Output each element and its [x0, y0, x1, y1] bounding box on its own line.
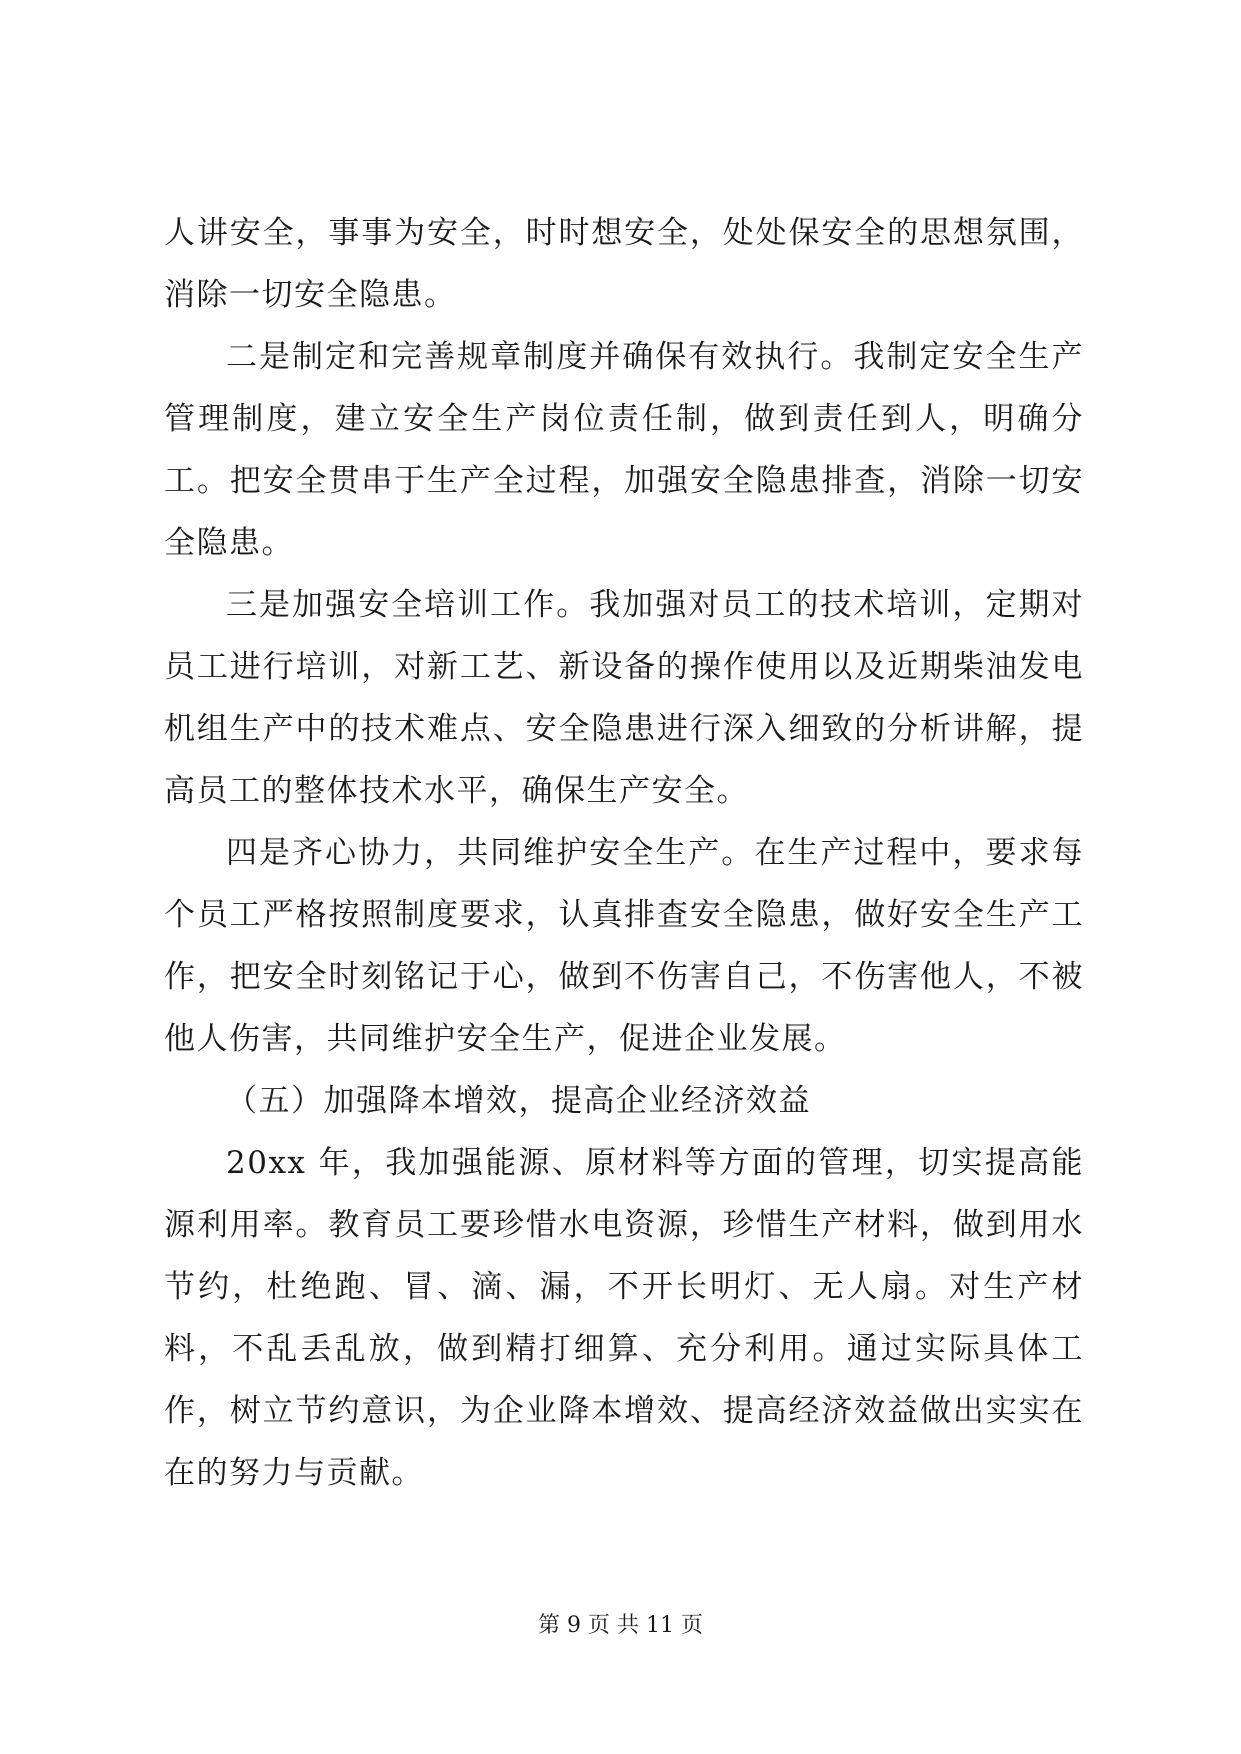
document-body	[164, 202, 1084, 1504]
section-heading: （五）加强降本增效，提高企业经济效益	[226, 1083, 811, 1119]
page-footer: 第 9 页 共 11 页	[538, 1613, 703, 1638]
paragraph-5: 20xx 年，我加强能源、原材料等方面的管理，切实提高能源利用率。教育员工要珍惜水电资源，珍惜生产材料，做到用水节约，杜绝跑、冒、滴、漏，不开长明灯、无人扇。对生产材料，不乱丢乱放，做到精打细算、充分利用。通过实际具体工作，树立节约意识，为企业降本增效、提高经济效益做出实实在在的努力与贡献。	[164, 1145, 1084, 1491]
paragraph-4: 四是齐心协力，共同维护安全生产。在生产过程中，要求每个员工严格按照制度要求，认真排查安全隐患，做好安全生产工作，把安全时刻铭记于心，做到不伤害自己，不伤害他人，不被他人伤害，共同维护安全生产，促进企业发展。	[164, 835, 1084, 1057]
paragraph-2: 二是制定和完善规章制度并确保有效执行。我制定安全生产管理制度，建立安全生产岗位责任制，做到责任到人，明确分工。把安全贯串于生产全过程，加强安全隐患排查，消除一切安全隐患。	[164, 339, 1084, 561]
paragraph-3: 三是加强安全培训工作。我加强对员工的技术培训，定期对员工进行培训，对新工艺、新设备的操作使用以及近期柴油发电机组生产中的技术难点、安全隐患进行深入细致的分析讲解，提高员工的整体技术水平，确保生产安全。	[164, 587, 1084, 809]
paragraph-1: 人讲安全，事事为安全，时时想安全，处处保安全的思想氛围，消除一切安全隐患。	[164, 215, 1084, 313]
